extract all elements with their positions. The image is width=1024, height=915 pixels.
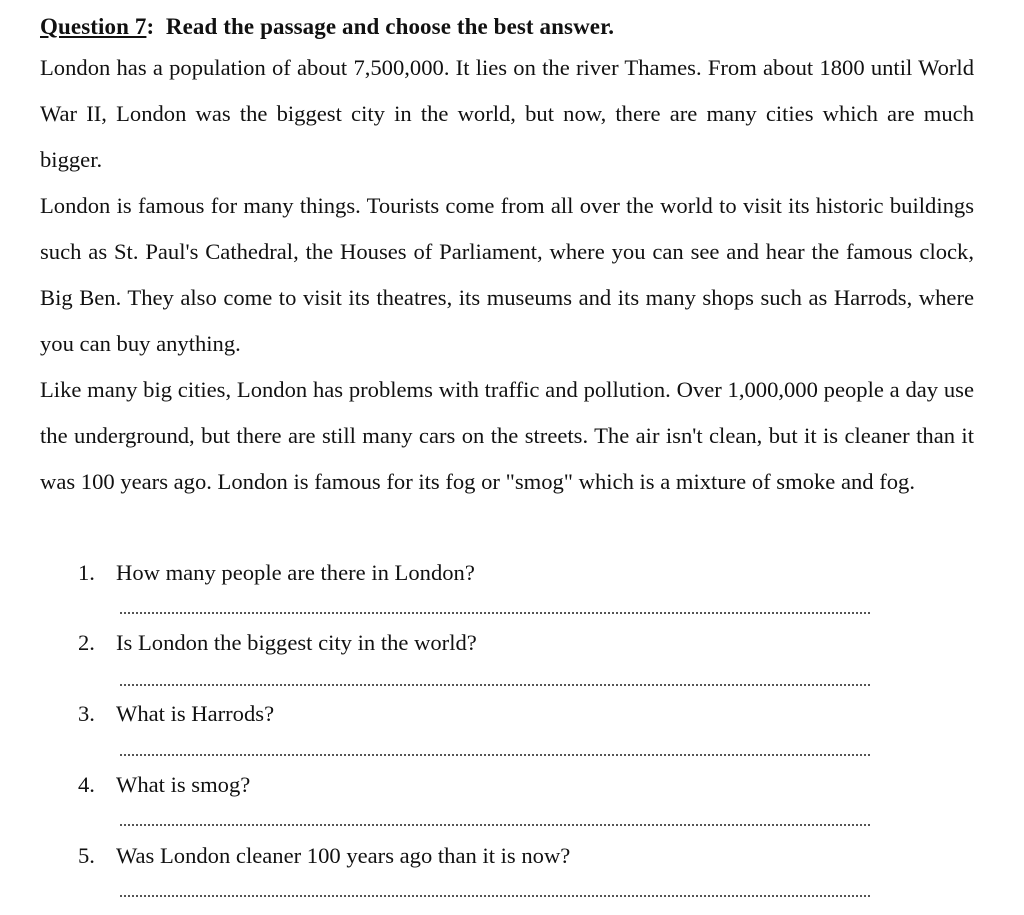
question-heading <box>40 14 614 40</box>
question-item-3 <box>78 701 274 727</box>
reading-passage <box>40 45 974 505</box>
question-label: Question 7 <box>40 14 147 39</box>
question-text: Is London the biggest city in the world? <box>116 630 477 655</box>
question-number: 3. <box>78 701 95 726</box>
question-text: What is Harrods? <box>116 701 275 726</box>
question-text: How many people are there in London? <box>116 560 475 585</box>
answer-line-1[interactable] <box>120 612 870 614</box>
question-number: 1. <box>78 560 95 585</box>
question-item-2 <box>78 630 477 656</box>
passage-paragraph-2: London is famous for many things. Tourists come from all over the world to visit its historic buildings such as St. Paul's Cathedral, the Houses of Parliament, where you can see and hear the famous clock, Big Ben. They also come to visit its theatres, its museums and its many shops such as Harrods, where you can buy anything. <box>40 193 974 356</box>
passage-paragraph-1: London has a population of about 7,500,000. It lies on the river Thames. From about 1800 until World War II, London was the biggest city in the world, but now, there are many cities which are much bigger. <box>40 55 974 172</box>
question-number: 2. <box>78 630 95 655</box>
passage-paragraph-3: Like many big cities, London has problems with traffic and pollution. Over 1,000,000 people a day use the underground, but there are still many cars on the streets. The air isn't clean, but it is cleaner than it was 100 years ago. London is famous for its fog or "smog" which is a mixture of smoke and fog. <box>40 377 974 494</box>
question-text: What is smog? <box>116 772 251 797</box>
heading-colon: : <box>146 14 166 39</box>
question-item-1 <box>78 560 475 586</box>
question-text: Was London cleaner 100 years ago than it is now? <box>116 843 571 868</box>
answer-line-5[interactable] <box>120 895 870 897</box>
question-item-5 <box>78 843 570 869</box>
answer-line-2[interactable] <box>120 684 870 686</box>
question-number: 5. <box>78 843 95 868</box>
question-item-4 <box>78 772 250 798</box>
answer-line-4[interactable] <box>120 824 870 826</box>
answer-line-3[interactable] <box>120 754 870 756</box>
question-instruction: Read the passage and choose the best answer. <box>165 14 615 39</box>
question-number: 4. <box>78 772 95 797</box>
